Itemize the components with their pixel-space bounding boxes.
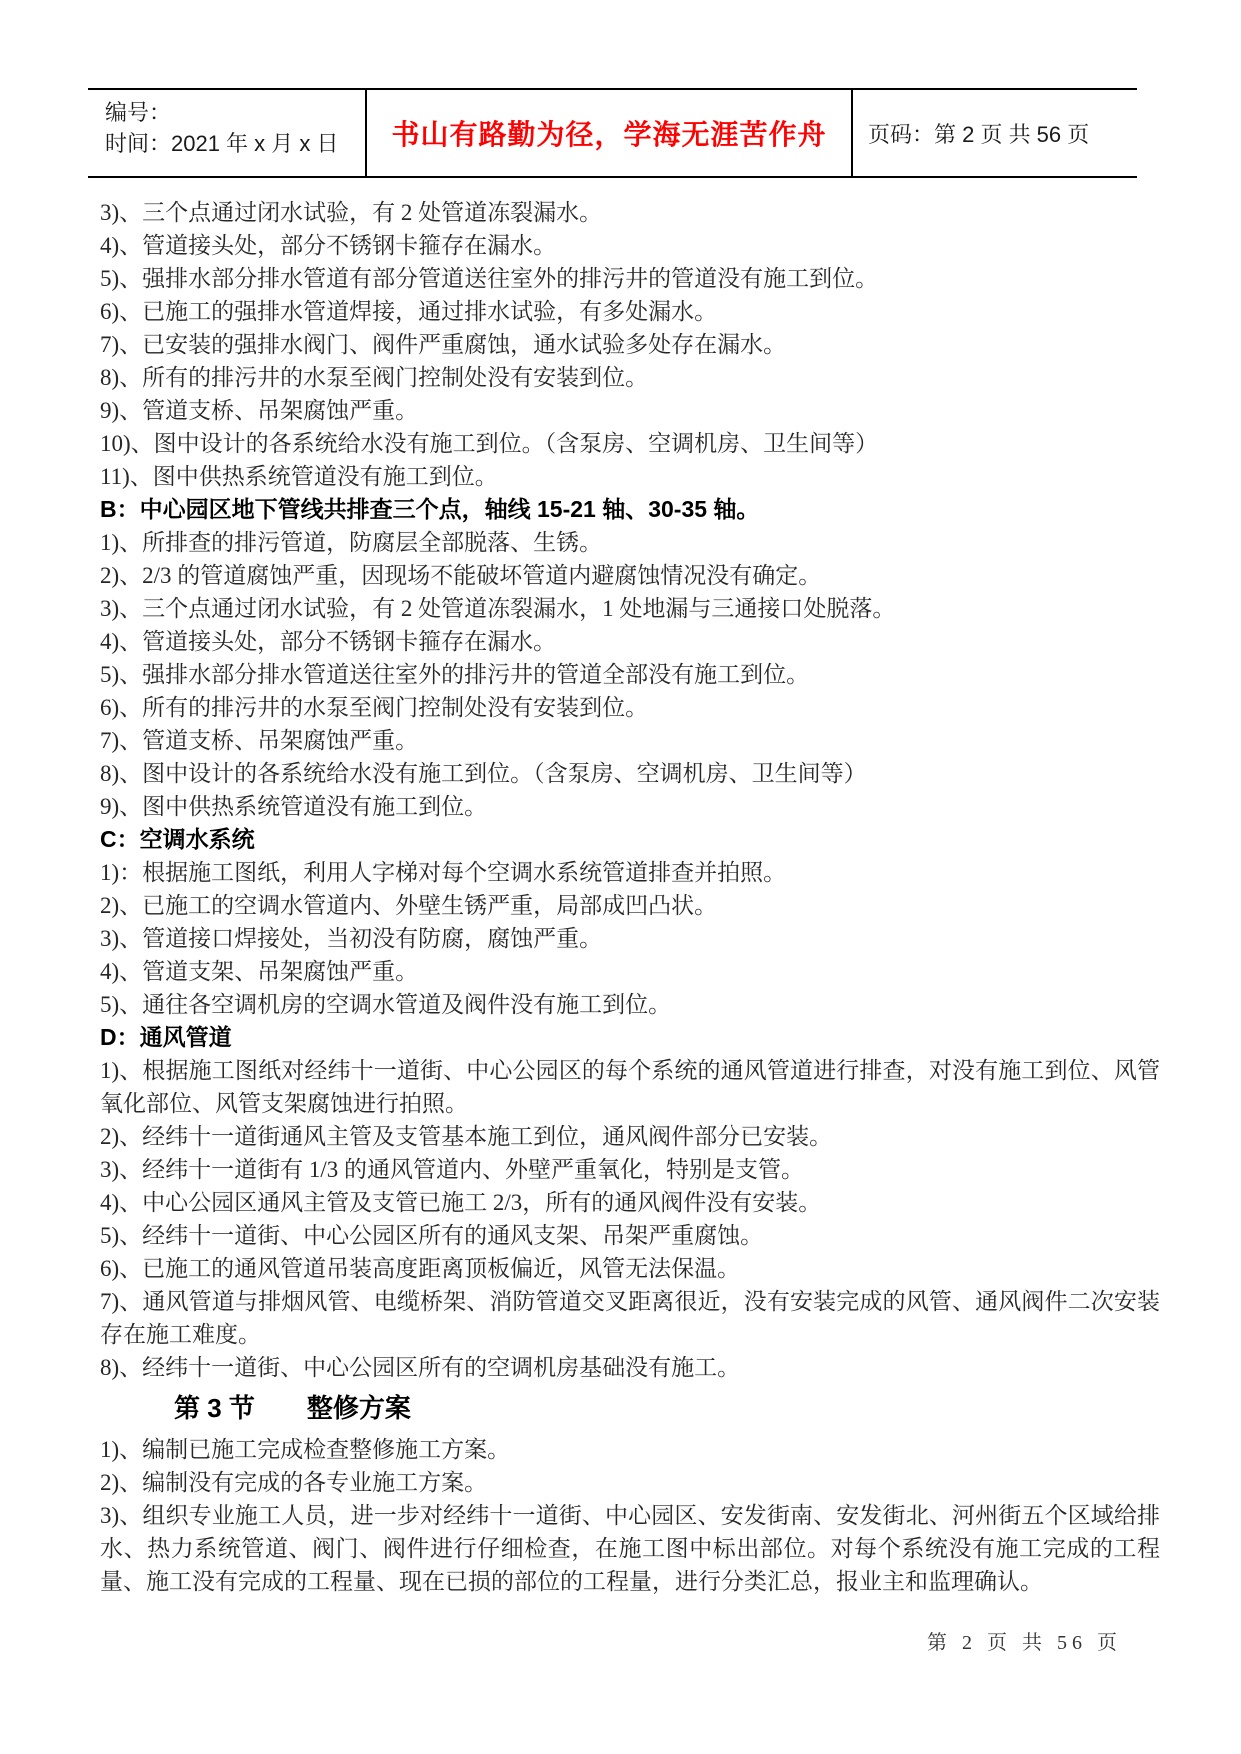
paragraph: 3)、管道接口焊接处，当初没有防腐，腐蚀严重。: [100, 926, 603, 951]
paragraph: B：中心园区地下管线共排查三个点，轴线 15-21 轴、30-35 轴。: [100, 496, 760, 522]
paragraph: 10)、图中设计的各系统给水没有施工到位。（含泵房、空调机房、卫生间等）: [100, 431, 879, 456]
footer-page-number: 第 2 页 共 56 页: [927, 1632, 1122, 1654]
paragraph: C：空调水系统: [100, 826, 255, 852]
paragraph: 9)、图中供热系统管道没有施工到位。: [100, 794, 488, 819]
paragraph: 5)、强排水部分排水管道有部分管道送往室外的排污井的管道没有施工到位。: [100, 266, 879, 291]
paragraph: 4)、管道接头处，部分不锈钢卡箍存在漏水。: [100, 629, 557, 654]
paragraph: 2)、经纬十一道街通风主管及支管基本施工到位，通风阀件部分已安装。: [100, 1124, 833, 1149]
paragraph: 3)、经纬十一道街有 1/3 的通风管道内、外壁严重氧化，特别是支管。: [100, 1157, 805, 1182]
header-cell-meta: [88, 90, 367, 176]
paragraph: 1)：根据施工图纸，利用人字梯对每个空调水系统管道排查并拍照。: [100, 860, 787, 885]
header-cell-motto: [367, 90, 853, 176]
header-number-label: 编号：: [105, 100, 172, 125]
paragraph: 3)、三个点通过闭水试验，有 2 处管道冻裂漏水，1 处地漏与三通接口处脱落。: [100, 596, 896, 621]
paragraph: 4)、中心公园区通风主管及支管已施工 2/3，所有的通风阀件没有安装。: [100, 1190, 822, 1215]
header-page-label: 页码：第 2 页 共 56 页: [868, 121, 1090, 147]
paragraph: 4)、管道接头处，部分不锈钢卡箍存在漏水。: [100, 233, 557, 258]
paragraph: 3)、三个点通过闭水试验，有 2 处管道冻裂漏水。: [100, 200, 603, 225]
paragraph: 11)、图中供热系统管道没有施工到位。: [100, 464, 498, 489]
paragraph: 6)、已施工的强排水管道焊接，通过排水试验，有多处漏水。: [100, 299, 718, 324]
paragraph: 5)、经纬十一道街、中心公园区所有的通风支架、吊架严重腐蚀。: [100, 1223, 764, 1248]
paragraph: D：通风管道: [100, 1024, 232, 1050]
paragraph: 7)、管道支桥、吊架腐蚀严重。: [100, 728, 419, 753]
paragraph: 7)、通风管道与排烟风管、电缆桥架、消防管道交叉距离很近，没有安装完成的风管、通风阀件二次安装存在施工难度。: [100, 1289, 1160, 1347]
paragraph: 6)、所有的排污井的水泵至阀门控制处没有安装到位。: [100, 695, 649, 720]
header-motto: 书山有路勤为径，学海无涯苦作舟: [391, 119, 827, 150]
paragraph: 2)、已施工的空调水管道内、外壁生锈严重，局部成凹凸状。: [100, 893, 718, 918]
paragraph: 1)、根据施工图纸对经纬十一道街、中心公园区的每个系统的通风管道进行排查，对没有施工到位、风管氧化部位、风管支架腐蚀进行拍照。: [100, 1058, 1160, 1116]
header-time-label: 时间：2021 年 x 月 x 日: [105, 131, 339, 156]
page-footer: [927, 1626, 1122, 1655]
paragraph: 9)、管道支桥、吊架腐蚀严重。: [100, 398, 419, 423]
paragraph: 4)、管道支架、吊架腐蚀严重。: [100, 959, 419, 984]
paragraph: 5)、通往各空调机房的空调水管道及阀件没有施工到位。: [100, 992, 672, 1017]
paragraph: 8)、经纬十一道街、中心公园区所有的空调机房基础没有施工。: [100, 1355, 741, 1380]
paragraph: 5)、强排水部分排水管道送往室外的排污井的管道全部没有施工到位。: [100, 662, 810, 687]
paragraph: 2)、编制没有完成的各专业施工方案。: [100, 1470, 488, 1495]
paragraph: 第 3 节 整修方案: [174, 1393, 411, 1423]
header-cell-page: [853, 90, 1137, 176]
paragraph: 3)、组织专业施工人员，进一步对经纬十一道街、中心园区、安发街南、安发街北、河州街五个区域给排水、热力系统管道、阀门、阀件进行仔细检查，在施工图中标出部位。对每个系统没有施工完成的工程量、施工没有完成的工程量、现在已损的部位的工程量，进行分类汇总，报业主和监理确认。: [100, 1503, 1160, 1594]
paragraph: 8)、所有的排污井的水泵至阀门控制处没有安装到位。: [100, 365, 649, 390]
paragraph: 7)、已安装的强排水阀门、阀件严重腐蚀，通水试验多处存在漏水。: [100, 332, 787, 357]
paragraph: 2)、2/3 的管道腐蚀严重，因现场不能破坏管道内避腐蚀情况没有确定。: [100, 563, 822, 588]
header-table: [88, 88, 1137, 178]
paragraph: 6)、已施工的通风管道吊装高度距离顶板偏近，风管无法保温。: [100, 1256, 741, 1281]
paragraph: 1)、编制已施工完成检查整修施工方案。: [100, 1437, 511, 1462]
paragraph: 1)、所排查的排污管道，防腐层全部脱落、生锈。: [100, 530, 603, 555]
paragraph: 8)、图中设计的各系统给水没有施工到位。（含泵房、空调机房、卫生间等）: [100, 761, 867, 786]
document-body: [100, 196, 1160, 1598]
